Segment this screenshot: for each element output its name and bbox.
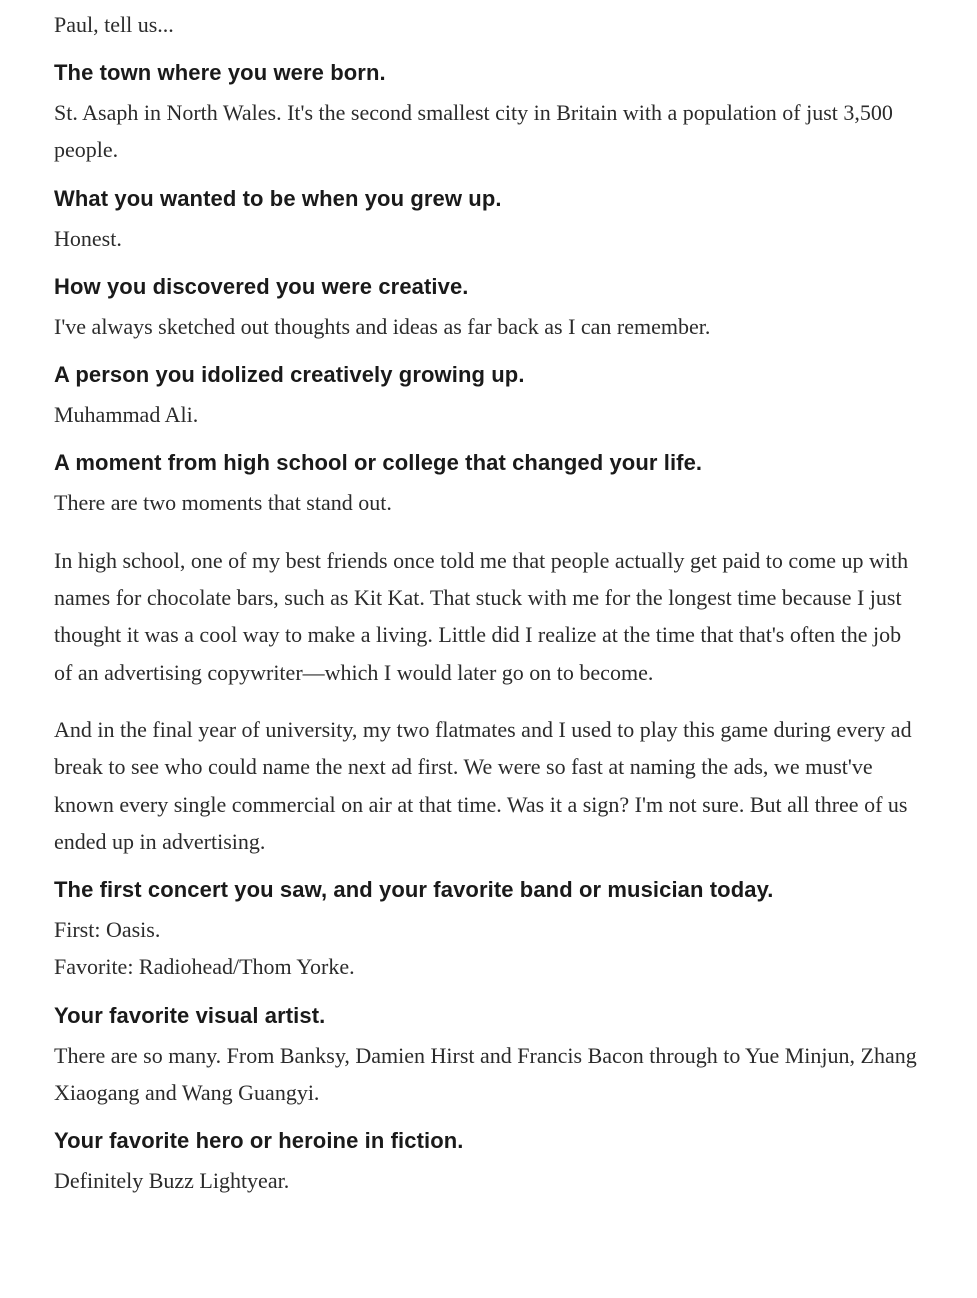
article-body (54, 0, 924, 1200)
answer-text: Definitely Buzz Lightyear. (54, 1168, 290, 1194)
qa-birthplace (54, 58, 924, 169)
qa-life-changing-moment (54, 448, 924, 860)
qa-idol (54, 360, 924, 433)
question-heading: The first concert you saw, and your favorite band or musician today. (54, 877, 774, 903)
answer-text: Honest. (54, 225, 122, 251)
answer-text: There are so many. From Banksy, Damien Hirst and Francis Bacon through to Yue Minjun, Zhang Xiaogang and Wang Guangyi. (54, 1042, 917, 1106)
answer-text: There are two moments that stand out. (54, 490, 392, 516)
answer-text: Muhammad Ali. (54, 402, 199, 428)
question-heading: What you wanted to be when you grew up. (54, 185, 502, 211)
question-heading: Your favorite hero or heroine in fiction. (54, 1128, 464, 1154)
qa-visual-artist (54, 1001, 924, 1112)
answer-line: First: Oasis. (54, 917, 161, 943)
qa-fiction-hero (54, 1126, 924, 1199)
intro-text: Paul, tell us... (54, 12, 174, 37)
qa-childhood-ambition (54, 184, 924, 257)
question-heading: A person you idolized creatively growing up. (54, 362, 525, 388)
qa-discovered-creative (54, 272, 924, 345)
answer-paragraph: And in the final year of university, my two flatmates and I used to play this game during every ad break to see who could name the next ad first. We were so fast at naming the ads, we must've known every single commercial on air at that time. Was it a sign? I'm not sure. But all three of us ended up in advertising. (54, 716, 912, 854)
qa-concert-and-band (54, 875, 924, 986)
answer-paragraph: In high school, one of my best friends once told me that people actually get paid to come up with names for chocolate bars, such as Kit Kat. That stuck with me for the longest time because I just thought it was a cool way to make a living. Little did I realize at the time that that's often the job of an advertising copywriter—which I would later go on to become. (54, 547, 909, 685)
answer-text: St. Asaph in North Wales. It's the second smallest city in Britain with a population of just 3,500 people. (54, 100, 893, 163)
question-heading: The town where you were born. (54, 60, 386, 85)
question-heading: How you discovered you were creative. (54, 273, 469, 299)
question-heading: Your favorite visual artist. (54, 1002, 326, 1028)
question-heading: A moment from high school or college that changed your life. (54, 450, 703, 476)
answer-line: Favorite: Radiohead/Thom Yorke. (54, 954, 355, 980)
answer-text: I've always sketched out thoughts and ideas as far back as I can remember. (54, 313, 711, 339)
